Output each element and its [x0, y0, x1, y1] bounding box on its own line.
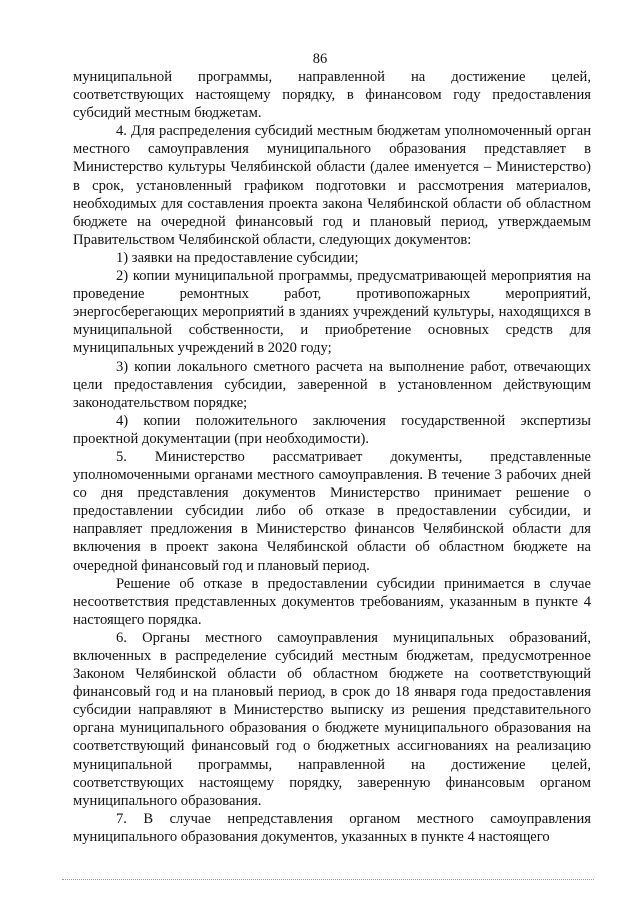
- footer-divider: [62, 879, 594, 880]
- list-item-2: 2) копии муниципальной программы, предусматривающей мероприятия на проведение ремонтных работ, противопожарных мероприятий, энергосберегающих мероприятий в зданиях учреждений культуры, находящихся в муниципальной собственности, и приобретение основных средств для муниципальных учреждений в 2020 году;: [73, 268, 591, 357]
- paragraph-continuation: муниципальной программы, направленной на достижение целей, соответствующих настоящему порядку, в финансовом году предоставления субсидий местным бюджетам.: [73, 69, 591, 122]
- list-item-4: 4) копии положительного заключения государственной экспертизы проектной документации (при необходимости).: [73, 412, 591, 447]
- paragraph-item-5: 5. Министерство рассматривает документы, представленные уполномоченными органами местного самоуправления. В течение 3 рабочих дней со дня представления документов Министерство принимает решение о предоставлении субсидии либо об отказе в предоставлении субсидии, и направляет предложения в Министерство финансов Челябинской области для включения в проект закона Челябинской области об областном бюджете на очередной финансовый год и плановый период.: [73, 448, 591, 574]
- paragraph-item-4: 4. Для распределения субсидий местным бюджетам уполномоченный орган местного самоуправления муниципального образования представляет в Министерство культуры Челябинской области (далее именуется – Министерство) в срок, установленный графиком подготовки и рассмотрения материалов, необходимых для составления проекта закона Челябинской области об областном бюджете на очередной финансовый год и плановый период, утверждаемым Правительством Челябинской области, следующих документов:: [73, 123, 591, 248]
- list-item-1: 1) заявки на предоставление субсидии;: [116, 249, 359, 266]
- document-body: [73, 68, 591, 846]
- paragraph-refusal: Решение об отказе в предоставлении субсидии принимается в случае несоответствия представленных документов требованиям, указанным в пункте 4 настоящего порядка.: [73, 575, 591, 628]
- list-item-3: 3) копии локального сметного расчета на выполнение работ, отвечающих цели предоставления субсидии, заверенной в установленном действующим законодательством порядке;: [73, 358, 591, 411]
- page-number: 86: [312, 51, 328, 67]
- paragraph-item-7: 7. В случае непредставления органом местного самоуправления муниципального образования документов, указанных в пункте 4 настоящего: [73, 810, 591, 845]
- paragraph-item-6: 6. Органы местного самоуправления муниципальных образований, включенных в распределение субсидий местным бюджетам, предусмотренное Законом Челябинской области об областном бюджете на соответствующий финансовый год и на плановый период, в срок до 18 января года предоставления субсидии направляют в Министерство выписку из решения представительного органа муниципального образования о бюджете муниципального образования на соответствующий финансовый год о бюджетных ассигнованиях на реализацию муниципальной программы, направленной на достижение целей, соответствующих настоящему порядку, заверенную финансовым органом муниципального образования.: [73, 629, 591, 809]
